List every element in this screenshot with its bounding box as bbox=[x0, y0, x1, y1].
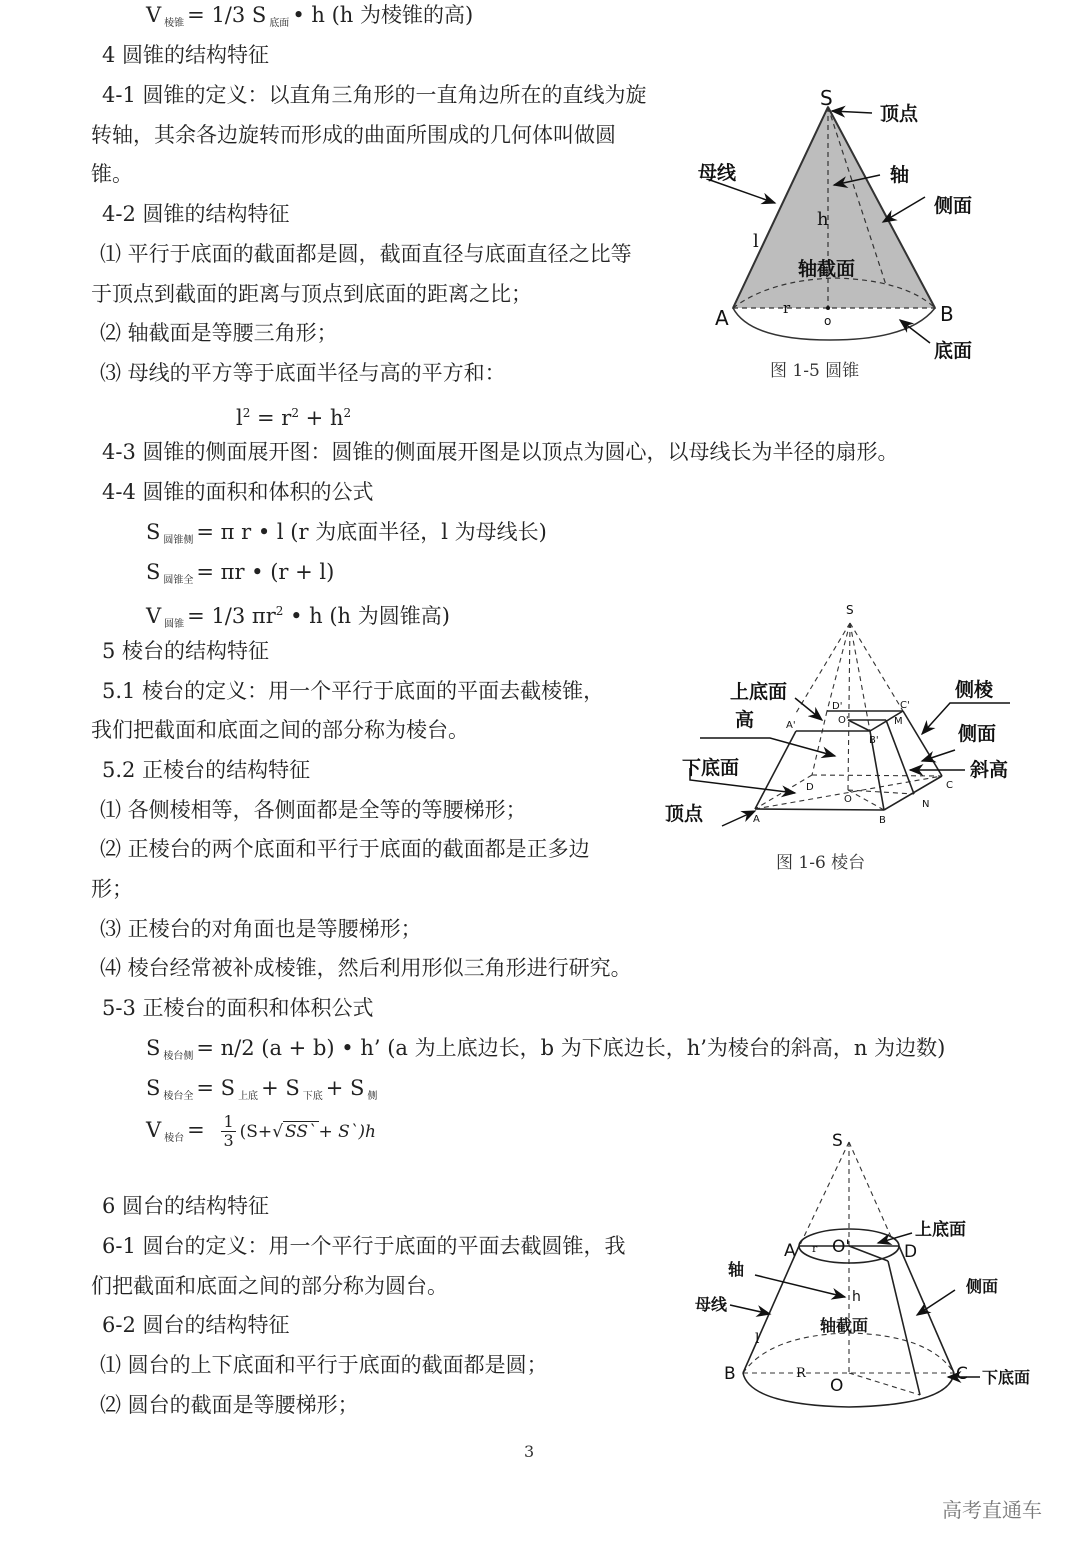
label-O-prime: O' bbox=[832, 1237, 851, 1257]
label-lateral-face: 侧面 bbox=[966, 1277, 999, 1296]
formula-frustum-lateral-area bbox=[146, 1033, 945, 1072]
label-B: B bbox=[879, 815, 886, 826]
subsection-heading: 4-2 圆锥的结构特征 bbox=[102, 202, 290, 226]
paragraph-line: 锥。 bbox=[91, 162, 133, 186]
formula-text: l bbox=[236, 406, 243, 430]
formula-symbol: V bbox=[146, 3, 162, 27]
formula-text: + S bbox=[261, 1076, 300, 1100]
formula-subscript: 棱台侧 bbox=[163, 1051, 194, 1062]
label-r: r bbox=[783, 299, 791, 317]
paragraph-line: 于顶点到截面的距离与顶点到底面的距离之比； bbox=[91, 282, 532, 306]
list-item: ⑴ 圆台的上下底面和平行于底面的截面都是圆； bbox=[100, 1353, 548, 1377]
formula-frustum-volume: V $_{棱台}$ = $\frac{1}{3}$ (S+√ SS` + S`)h bbox=[146, 1112, 376, 1150]
list-item: ⑴ 各侧棱相等，各侧面都是全等的等腰梯形； bbox=[100, 798, 527, 822]
formula-text: = S bbox=[196, 1076, 236, 1100]
label-O-prime: O' bbox=[838, 715, 849, 726]
label-M: M bbox=[894, 716, 903, 727]
formula-cone-volume bbox=[146, 596, 450, 640]
label-S: S bbox=[820, 86, 833, 110]
figure-caption: 图 1-6 棱台 bbox=[776, 853, 866, 873]
figure-cone bbox=[690, 85, 1010, 365]
formula-subscript: 棱台 bbox=[164, 1133, 185, 1144]
formula-exponent: 2 bbox=[242, 406, 251, 420]
subsection-heading: 5.2 正棱台的结构特征 bbox=[102, 758, 311, 782]
section-heading: 5 棱台的结构特征 bbox=[102, 639, 270, 663]
label-C: C bbox=[956, 1364, 968, 1384]
list-item: ⑷ 棱台经常被补成棱锥，然后利用形似三角形进行研究。 bbox=[100, 956, 632, 980]
formula-text: = π r • l (r 为底面半径，l 为母线长) bbox=[196, 520, 547, 544]
label-vertex: 顶点 bbox=[665, 803, 704, 825]
fraction-denominator: 3 bbox=[223, 1131, 234, 1150]
formula-subscript: 棱台全 bbox=[163, 1091, 194, 1102]
label-apex: 顶点 bbox=[880, 103, 919, 125]
formula-text: = r bbox=[250, 406, 292, 430]
formula-text: + S`)h bbox=[318, 1122, 376, 1142]
label-h: h bbox=[817, 209, 829, 230]
formula-cone-lateral-area bbox=[146, 517, 547, 556]
subsection-heading: 5-3 正棱台的面积和体积公式 bbox=[102, 996, 374, 1020]
label-A: A bbox=[784, 1241, 796, 1261]
formula-text: = n/2 (a + b) • h’ (a 为上底边长，b 为下底边长，h’为棱台的斜高，n 为边数) bbox=[196, 1036, 946, 1060]
fraction-numerator: 1 bbox=[223, 1112, 234, 1131]
formula-pyramid-volume bbox=[146, 0, 473, 39]
label-top-base: 上底面 bbox=[915, 1220, 966, 1240]
formula-text: • h (h 为圆锥高) bbox=[283, 604, 450, 628]
label-B: B bbox=[940, 302, 954, 326]
formula-subscript: 圆锥侧 bbox=[163, 535, 194, 546]
label-h: h bbox=[852, 1289, 861, 1305]
formula-subscript: 下底 bbox=[302, 1091, 323, 1102]
label-axis: 轴 bbox=[890, 164, 910, 186]
formula-symbol: S bbox=[146, 1076, 161, 1100]
formula-exponent: 2 bbox=[275, 604, 284, 618]
formula-text: + h bbox=[299, 406, 344, 430]
formula-subscript: 圆锥全 bbox=[163, 575, 194, 586]
label-l: l bbox=[753, 231, 759, 252]
list-item: ⑵ 轴截面是等腰三角形； bbox=[100, 321, 338, 345]
label-r: r bbox=[812, 1242, 818, 1255]
label-D-prime: D' bbox=[832, 701, 843, 712]
formula-symbol: S bbox=[146, 1036, 161, 1060]
paragraph-line: 4-1 圆锥的定义：以直角三角形的一直角边所在的直线为旋 bbox=[102, 83, 647, 107]
label-l: l bbox=[755, 1331, 760, 1347]
label-S: S bbox=[846, 603, 854, 617]
list-item: ⑶ 母线的平方等于底面半径与高的平方和： bbox=[100, 361, 506, 385]
list-item: ⑶ 正棱台的对角面也是等腰梯形； bbox=[100, 917, 422, 941]
label-C: C bbox=[946, 780, 953, 791]
frustum-pyramid-diagram bbox=[660, 598, 1030, 838]
label-A: A bbox=[753, 814, 760, 825]
section-heading: 4 圆锥的结构特征 bbox=[102, 43, 270, 67]
paragraph-line: 6-1 圆台的定义：用一个平行于底面的平面去截圆锥，我 bbox=[102, 1234, 626, 1258]
label-B-prime: B' bbox=[869, 735, 879, 746]
label-slant-height: 斜高 bbox=[970, 759, 1009, 781]
label-axial-section: 轴截面 bbox=[820, 1316, 869, 1335]
subsection-heading: 6-2 圆台的结构特征 bbox=[102, 1313, 290, 1337]
list-item: ⑵ 圆台的截面是等腰梯形； bbox=[100, 1393, 359, 1417]
label-bottom-base: 下底面 bbox=[682, 757, 740, 779]
list-item: ⑴ 平行于底面的截面都是圆，截面直径与底面直径之比等 bbox=[100, 242, 632, 266]
label-height: 高 bbox=[735, 709, 755, 731]
label-N: N bbox=[922, 799, 930, 810]
formula-pythagorean bbox=[236, 398, 351, 433]
figure-frustum-pyramid bbox=[660, 598, 1030, 838]
label-base: 底面 bbox=[934, 340, 973, 362]
list-item: ⑵ 正棱台的两个底面和平行于底面的截面都是正多边 bbox=[100, 837, 590, 861]
label-O: O bbox=[844, 794, 852, 805]
formula-symbol: V bbox=[146, 1118, 162, 1142]
label-lateral-face: 侧面 bbox=[934, 195, 973, 217]
label-generatrix: 母线 bbox=[698, 162, 737, 184]
figure-frustum-cone bbox=[680, 1125, 1050, 1415]
watermark: 高考直通车 bbox=[942, 1498, 1042, 1522]
page-number: 3 bbox=[524, 1442, 535, 1461]
formula-text: + S bbox=[325, 1076, 365, 1100]
formula-text: (S+ bbox=[239, 1122, 273, 1142]
section-heading: 6 圆台的结构特征 bbox=[102, 1194, 270, 1218]
label-A-prime: A' bbox=[786, 720, 796, 731]
label-D: D bbox=[904, 1242, 918, 1262]
frustum-cone-diagram bbox=[680, 1125, 1050, 1415]
formula-symbol: S bbox=[146, 520, 161, 544]
label-R: R bbox=[796, 1366, 806, 1381]
formula-text: = 1/3 S bbox=[187, 3, 267, 27]
paragraph-line: 转轴，其余各边旋转而形成的曲面所围成的几何体叫做圆 bbox=[91, 123, 616, 147]
paragraph-line: 我们把截面和底面之间的部分称为棱台。 bbox=[91, 718, 469, 742]
formula-cone-total-area bbox=[146, 557, 334, 596]
paragraph-line: 形； bbox=[91, 877, 133, 901]
cone-diagram bbox=[690, 85, 1010, 365]
formula-subscript: 圆锥 bbox=[164, 619, 185, 630]
label-axis: 轴 bbox=[728, 1260, 745, 1279]
label-lateral-edge: 侧棱 bbox=[955, 679, 994, 701]
subsection-heading: 4-4 圆锥的面积和体积的公式 bbox=[102, 480, 374, 504]
formula-frustum-total-area bbox=[146, 1073, 380, 1112]
formula-text: = πr • (r + l) bbox=[196, 560, 335, 584]
formula-subscript: 上底 bbox=[238, 1091, 259, 1102]
formula-exponent: 2 bbox=[291, 406, 299, 420]
label-O: O bbox=[830, 1376, 844, 1396]
paragraph-line: 4-3 圆锥的侧面展开图：圆锥的侧面展开图是以顶点为圆心，以母线长为半径的扇形。 bbox=[102, 440, 899, 464]
formula-text: = 1/3 πr bbox=[187, 604, 276, 628]
label-C-prime: C' bbox=[900, 700, 910, 711]
formula-symbol: S bbox=[146, 560, 161, 584]
label-axial-section: 轴截面 bbox=[798, 258, 856, 280]
sqrt-radicand: SS` bbox=[285, 1122, 317, 1142]
label-bottom-base: 下底面 bbox=[982, 1368, 1031, 1387]
label-B: B bbox=[724, 1364, 736, 1384]
formula-subscript: 侧 bbox=[367, 1091, 378, 1102]
formula-text: • h (h 为棱锥的高) bbox=[292, 3, 474, 27]
label-A: A bbox=[715, 306, 729, 330]
formula-subscript: 棱锥 bbox=[164, 18, 185, 29]
label-D: D bbox=[806, 782, 814, 793]
figure-caption: 图 1-5 圆锥 bbox=[770, 361, 860, 381]
paragraph-line: 们把截面和底面之间的部分称为圆台。 bbox=[91, 1274, 448, 1298]
label-O: o bbox=[824, 314, 832, 328]
formula-text: = bbox=[187, 1118, 205, 1142]
label-top-base: 上底面 bbox=[730, 681, 788, 703]
fraction bbox=[221, 1113, 235, 1150]
paragraph-line: 5.1 棱台的定义：用一个平行于底面的平面去截棱锥， bbox=[102, 679, 605, 703]
formula-subscript: 底面 bbox=[269, 18, 290, 29]
label-lateral-face: 侧面 bbox=[958, 723, 997, 745]
formula-exponent: 2 bbox=[343, 406, 352, 420]
formula-symbol: V bbox=[146, 604, 162, 628]
label-S: S bbox=[832, 1131, 843, 1151]
label-generatrix: 母线 bbox=[695, 1295, 728, 1314]
